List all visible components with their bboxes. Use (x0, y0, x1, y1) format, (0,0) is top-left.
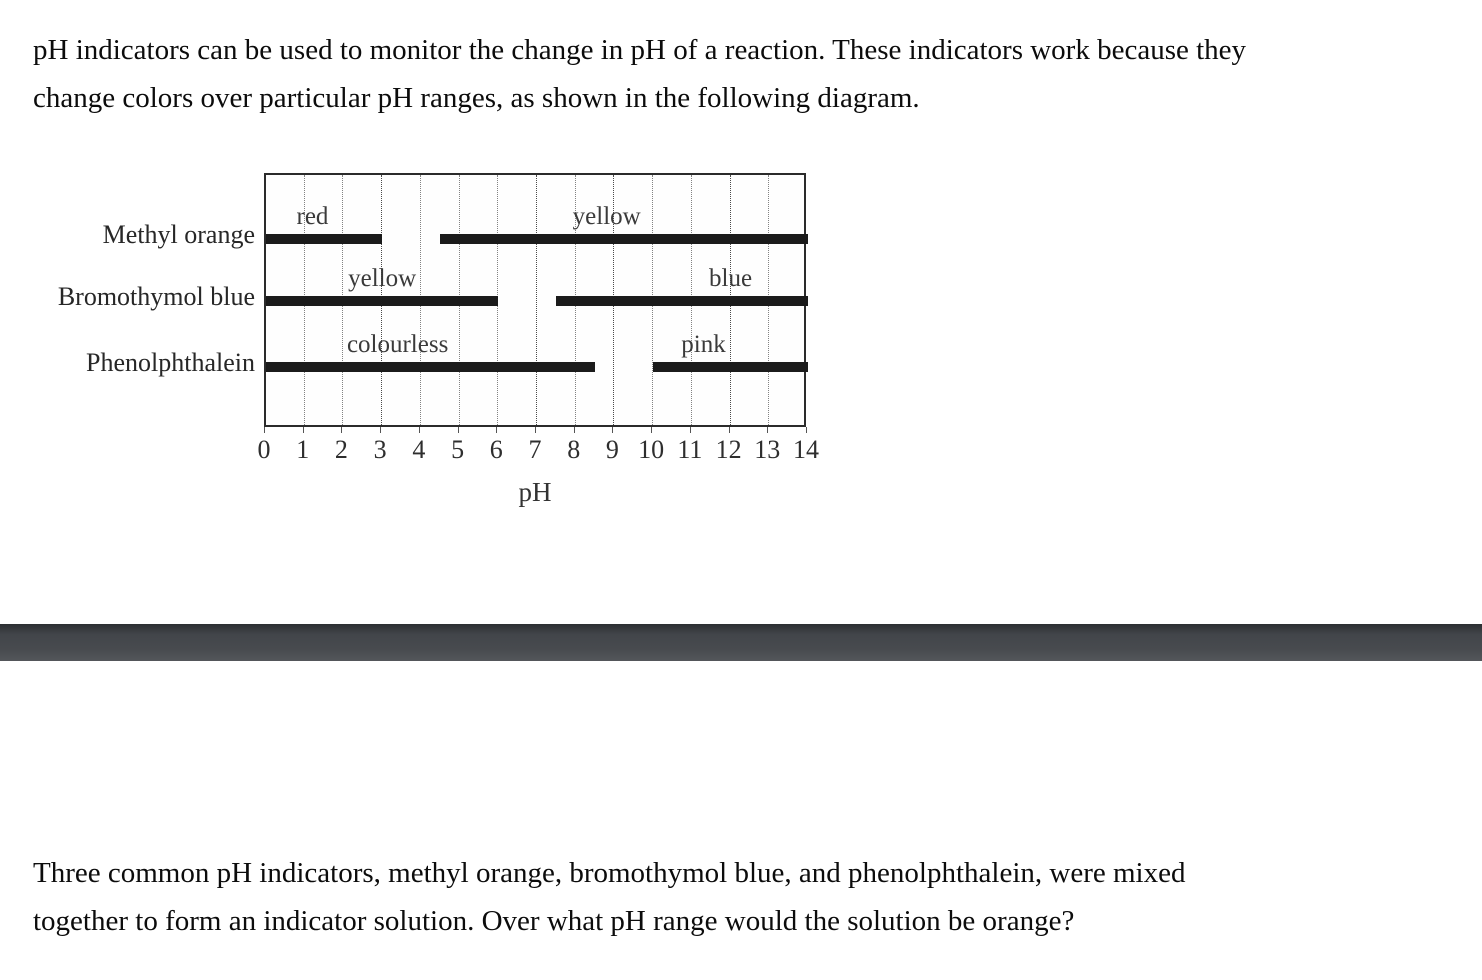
indicator-segment-label: colourless (346, 331, 449, 358)
axis-tick-label: 3 (373, 435, 387, 464)
axis-tick-label: 11 (677, 435, 703, 464)
ph-plot-area (264, 173, 806, 427)
intro-line: change colors over particular pH ranges, as shown in the following diagram. (33, 82, 920, 114)
axis-title: pH (518, 477, 552, 507)
axis-tick-label: 10 (638, 435, 665, 464)
axis-tick (458, 427, 459, 433)
axis-tick (341, 427, 342, 433)
indicator-bar (266, 296, 498, 306)
indicator-segment-label: yellow (572, 203, 641, 230)
indicator-segment-label: yellow (348, 265, 417, 292)
axis-tick (303, 427, 304, 433)
axis-tick-label: 5 (451, 435, 465, 464)
axis-tick (612, 427, 613, 433)
axis-tick-label: 2 (334, 435, 348, 464)
indicator-bar (653, 362, 808, 372)
axis-tick (767, 427, 768, 433)
indicator-row-label: Methyl orange (102, 220, 255, 249)
axis-tick-label: 4 (412, 435, 426, 464)
axis-tick-label: 7 (528, 435, 542, 464)
axis-tick-label: 12 (715, 435, 742, 464)
question-paragraph (33, 849, 1185, 945)
page-divider (0, 624, 1482, 661)
indicator-bar (440, 234, 808, 244)
axis-tick (380, 427, 381, 433)
axis-tick-label: 0 (257, 435, 271, 464)
indicator-segment-label: blue (709, 265, 753, 292)
indicator-row-label: Bromothymol blue (57, 282, 255, 311)
gridline (536, 175, 537, 425)
axis-tick-label: 9 (605, 435, 619, 464)
question-line: together to form an indicator solution. Over what pH range would the solution be orange? (33, 905, 1075, 937)
axis-tick (574, 427, 575, 433)
axis-tick (535, 427, 536, 433)
axis-tick (419, 427, 420, 433)
axis-tick-label: 6 (489, 435, 503, 464)
axis-tick-label: 1 (296, 435, 310, 464)
axis-tick (690, 427, 691, 433)
indicator-segment-label: pink (681, 331, 726, 358)
indicator-bar (266, 234, 382, 244)
intro-line: pH indicators can be used to monitor the change in pH of a reaction. These indicators work because they (33, 34, 1247, 66)
axis-tick-label: 13 (754, 435, 781, 464)
indicator-row-label: Phenolphthalein (86, 348, 255, 377)
axis-tick (729, 427, 730, 433)
axis-tick-label: 8 (567, 435, 581, 464)
axis-tick-label: 14 (793, 435, 819, 464)
axis-tick (264, 427, 265, 433)
indicator-bar (556, 296, 808, 306)
indicator-bar (266, 362, 595, 372)
indicator-segment-label: red (296, 203, 329, 230)
axis-tick (806, 427, 807, 433)
axis-tick (496, 427, 497, 433)
question-line: Three common pH indicators, methyl orange, bromothymol blue, and phenolphthalein, were mixed (33, 857, 1186, 889)
axis-tick (651, 427, 652, 433)
